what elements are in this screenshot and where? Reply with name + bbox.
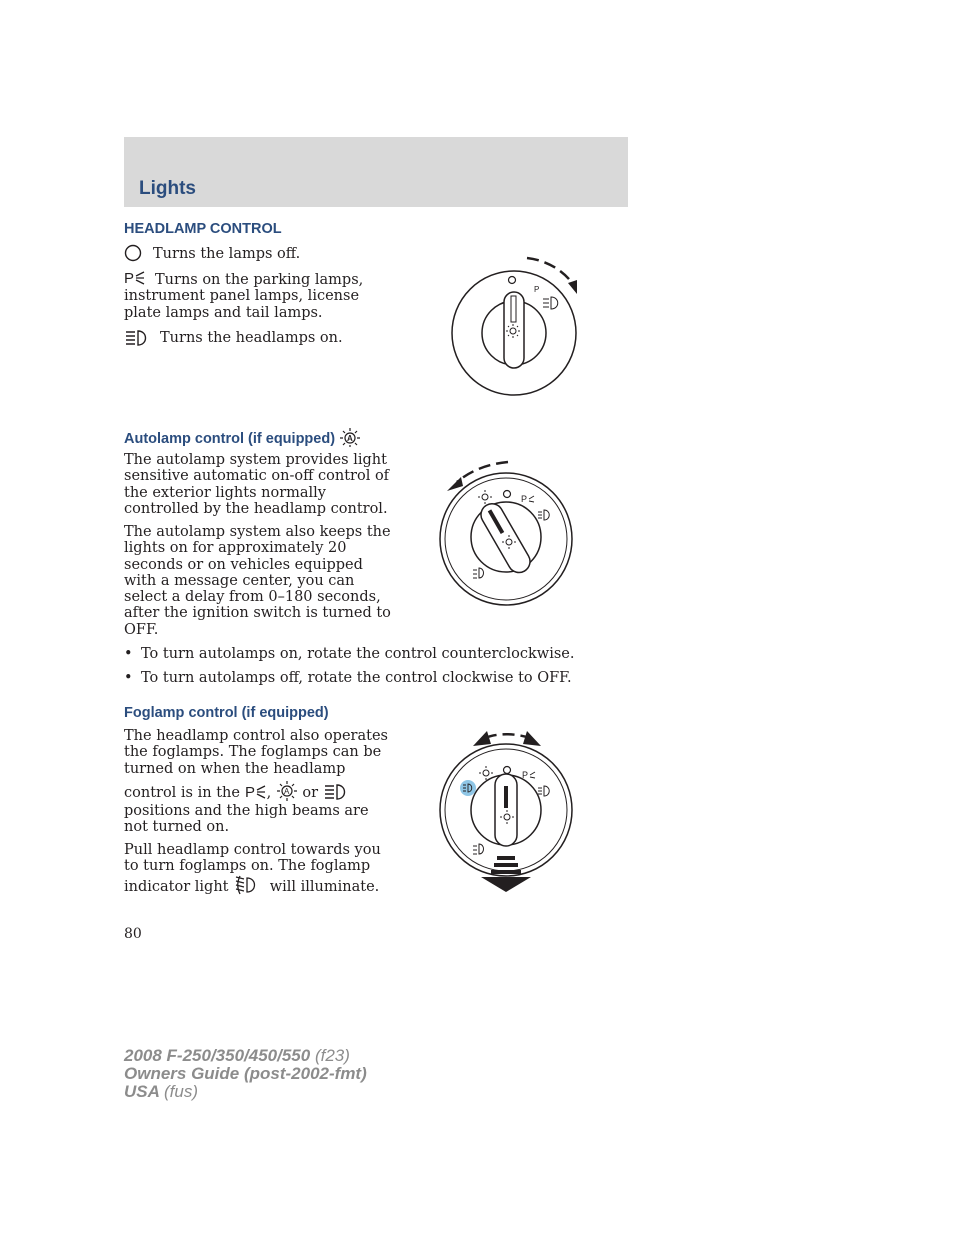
autolamp-icon	[276, 781, 298, 801]
autolamp-icon	[339, 427, 361, 447]
parking-description: Turns on the parking lamps, instrument panel lamps, license plate lamps and tail lamps.	[124, 272, 364, 321]
headlamp-description: Turns the headlamps on.	[160, 330, 343, 346]
autolamp-control-diagram	[435, 455, 580, 610]
foglamp-heading: Foglamp control (if equipped)	[124, 705, 329, 721]
headlamp-icon	[323, 783, 349, 801]
rotate-arrow-icon	[485, 734, 530, 738]
foglamp-icon	[233, 875, 259, 895]
headlamp-control-diagram	[440, 250, 590, 400]
foglamp-control-diagram	[435, 728, 580, 898]
svg-text:P: P	[244, 783, 255, 801]
list-item: • To turn autolamps on, rotate the control counterclockwise.	[124, 646, 575, 662]
autolamp-paragraph-1: The autolamp system provides light sensitive automatic on-off control of the exterior lights normally controlled by the headlamp control.	[124, 452, 390, 517]
headlamp-heading: HEADLAMP CONTROL	[124, 221, 282, 237]
foglamp-paragraph-1: The headlamp control also operates the foglamps. The foglamps can be turned on when the headlamp control is in the P , A or positions and the high beams are not turned on.	[124, 728, 388, 836]
parking-lamp-icon	[245, 783, 267, 801]
autolamp-heading: Autolamp control (if equipped) A	[124, 427, 361, 447]
off-description: Turns the lamps off.	[153, 246, 301, 262]
svg-text:A: A	[283, 786, 290, 796]
off-circle-icon	[124, 244, 142, 262]
svg-text:A: A	[347, 434, 353, 443]
svg-text:P: P	[522, 770, 529, 780]
section-header-band	[124, 137, 628, 207]
section-title: Lights	[139, 178, 196, 199]
svg-text:P: P	[534, 285, 540, 294]
autolamp-paragraph-2: The autolamp system also keeps the lights on for approximately 20 seconds or on vehicles equipped with a message center, you can select a delay from 0–180 seconds, after the ignition switch is turned to OFF.	[124, 524, 391, 638]
foglamp-paragraph-2: Pull headlamp control towards you to turn foglamps on. The foglamp indicator light will illuminate.	[124, 842, 381, 895]
svg-text:P: P	[521, 494, 528, 504]
svg-text:P: P	[124, 270, 135, 287]
page-number: 80	[124, 926, 142, 942]
headlamp-icon	[124, 329, 150, 347]
list-item: • To turn autolamps off, rotate the control clockwise to OFF.	[124, 670, 572, 686]
document-footer: 2008 F-250/350/450/550 (f23) Owners Guide (post-2002-fmt) USA (fus)	[124, 1046, 367, 1101]
